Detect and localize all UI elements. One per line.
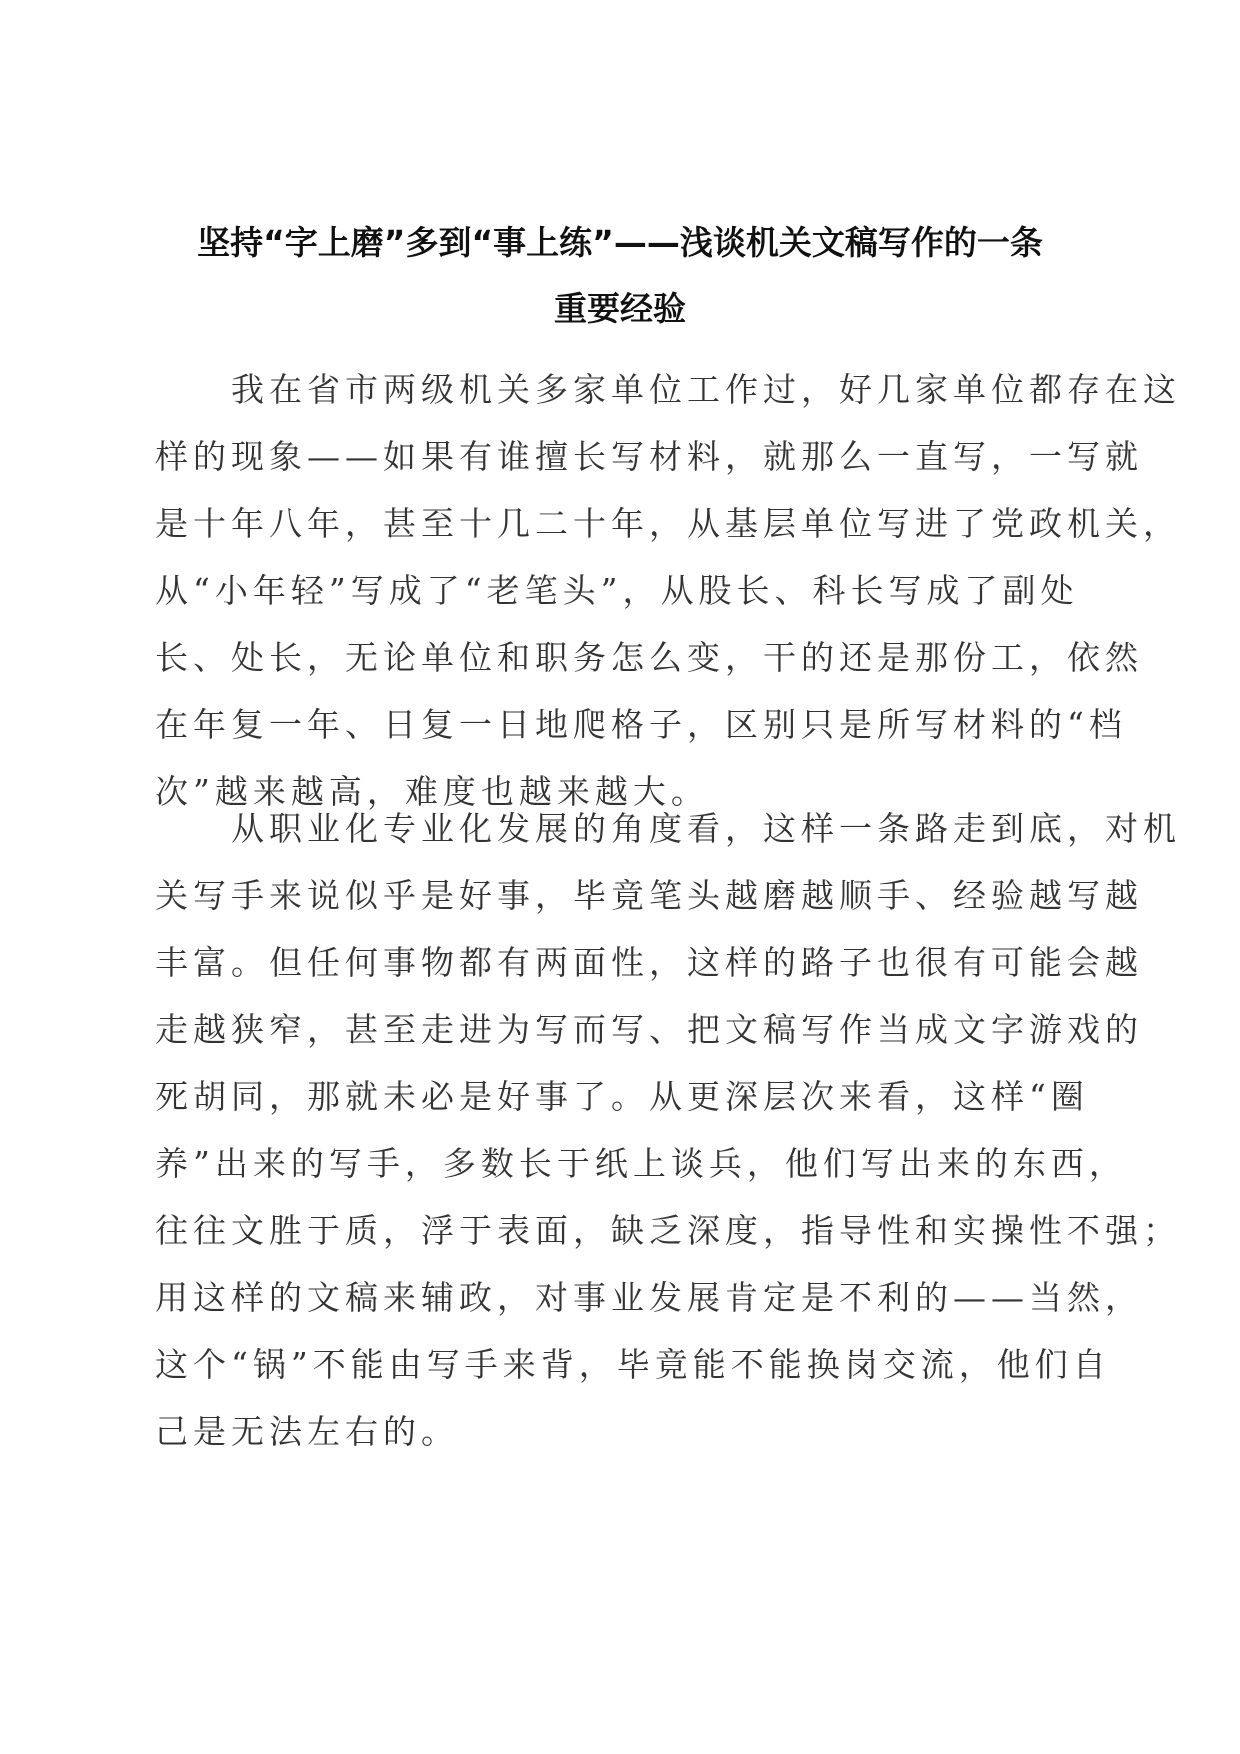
paragraph-line: 我在省市两级机关多家单位工作过，好几家单位都存在这 (155, 370, 1181, 409)
paragraph-line: 往往文胜于质，浮于表面，缺乏深度，指导性和实操性不强； (155, 1211, 1181, 1250)
paragraph-line: 死胡同，那就未必是好事了。从更深层次来看，这样“圈 (155, 1077, 1089, 1116)
document-title (150, 210, 1090, 342)
paragraph-line: 从“小年轻”写成了“老笔头”，从股长、科长写成了副处 (155, 571, 1079, 610)
paragraph-line: 在年复一年、日复一日地爬格子，区别只是所写材料的“档 (155, 705, 1127, 744)
paragraph-line: 这个“锅”不能由写手来背，毕竟能不能换岗交流，他们自 (155, 1345, 1111, 1384)
paragraph-line: 次”越来越高，难度也越来越大。 (155, 772, 709, 811)
paragraph-line: 己是无法左右的。 (155, 1412, 459, 1451)
paragraph-line: 用这样的文稿来辅政，对事业发展肯定是不利的——当然， (155, 1278, 1143, 1317)
paragraph-line: 关写手来说似乎是好事，毕竟笔头越磨越顺手、经验越写越 (155, 876, 1143, 915)
paragraph-line: 样的现象——如果有谁擅长写材料，就那么一直写，一写就 (155, 437, 1143, 476)
paragraph-line: 长、处长，无论单位和职务怎么变，干的还是那份工，依然 (155, 638, 1143, 677)
paragraph-line: 是十年八年，甚至十几二十年，从基层单位写进了党政机关， (155, 504, 1181, 543)
paragraph-line: 从职业化专业化发展的角度看，这样一条路走到底，对机 (155, 809, 1181, 848)
paragraph-line: 养”出来的写手，多数长于纸上谈兵，他们写出来的东西， (155, 1144, 1127, 1183)
paragraph-line: 走越狭窄，甚至走进为写而写、把文稿写作当成文字游戏的 (155, 1010, 1143, 1049)
title-line: 坚持“字上磨”多到“事上练”——浅谈机关文稿写作的一条 (197, 223, 1043, 262)
paragraph-1 (155, 356, 1181, 825)
paragraph-2 (155, 795, 1181, 1465)
paragraph-line: 丰富。但任何事物都有两面性，这样的路子也很有可能会越 (155, 943, 1143, 982)
title-line: 重要经验 (554, 289, 686, 328)
